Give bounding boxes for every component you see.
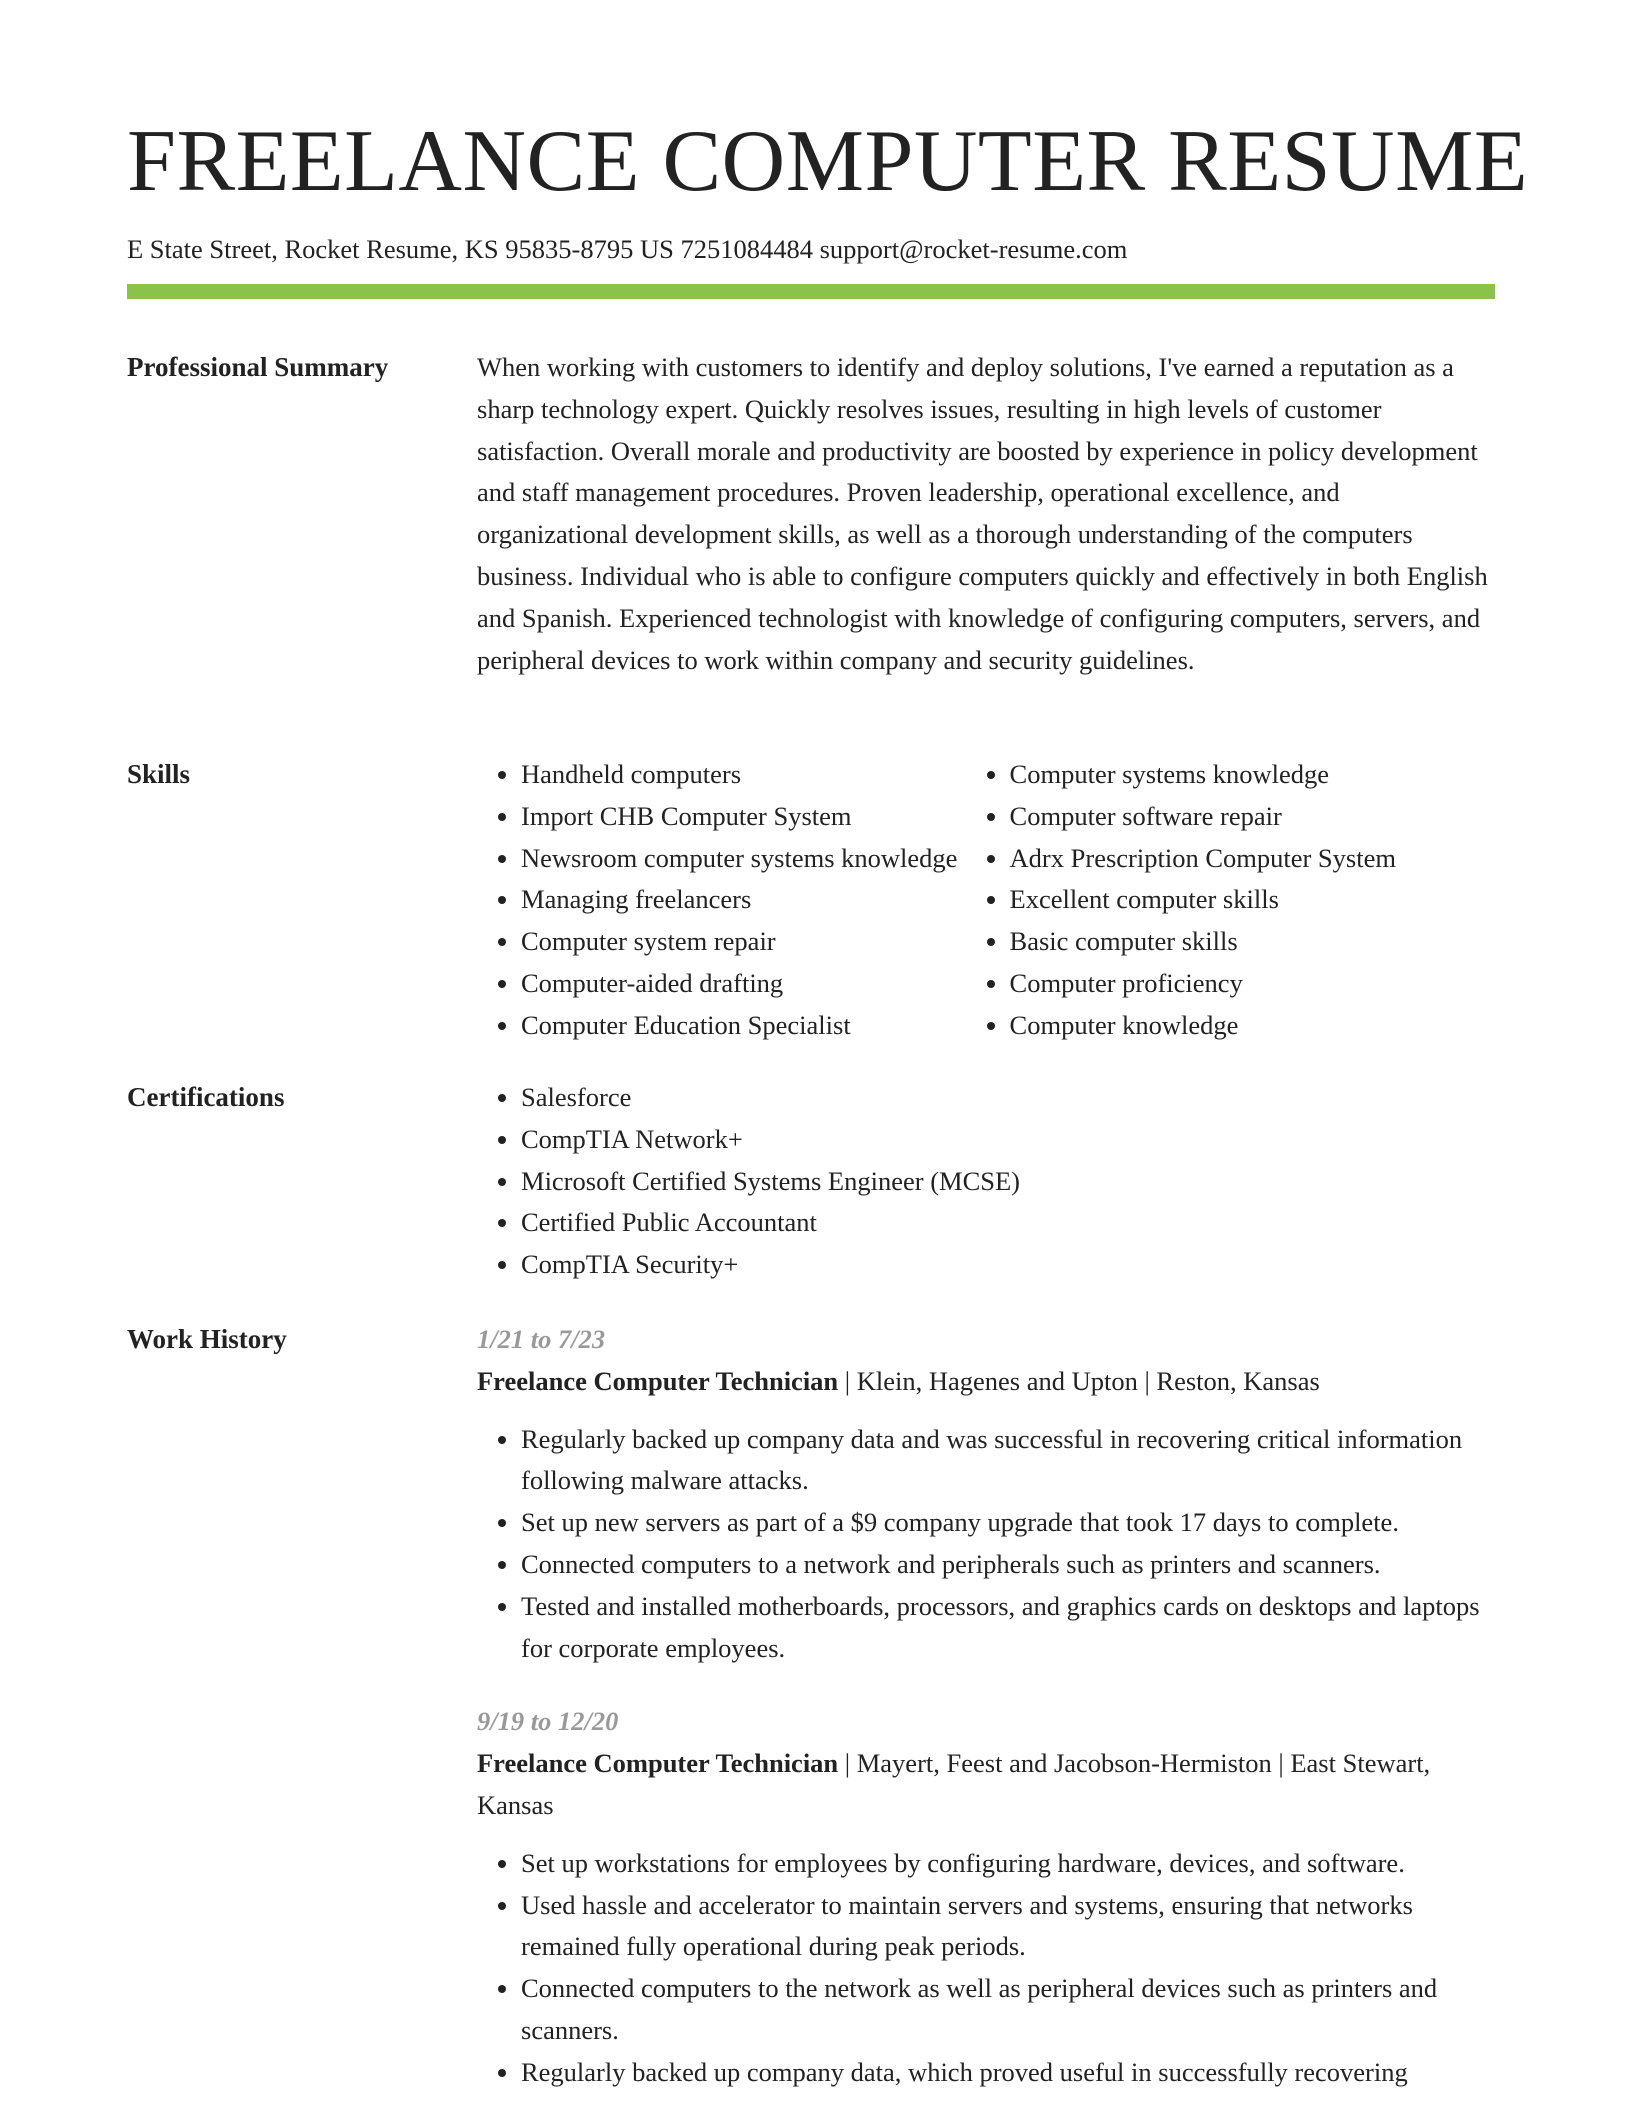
- certification-item: • Microsoft Certified Systems Engineer (MCSE): [521, 1161, 1497, 1203]
- certification-item: • Certified Public Accountant: [521, 1202, 1497, 1244]
- certification-item: • CompTIA Security+: [521, 1244, 1497, 1286]
- skills-list: [477, 754, 1497, 1047]
- accent-divider: [127, 284, 1495, 299]
- work-history-body: [477, 1319, 1497, 2126]
- contact-line: E State Street, Rocket Resume, KS 95835-8795 US 7251084484 support@rocket-resume.com: [127, 234, 1128, 264]
- job-duties-list: [477, 1843, 1497, 2094]
- skill-item: • Adrx Prescription Computer System: [1010, 838, 1497, 880]
- job-title: Freelance Computer Technician: [477, 1365, 839, 1396]
- certifications-heading: Certifications: [127, 1082, 285, 1112]
- certifications-body: [477, 1077, 1497, 1286]
- job-title: Freelance Computer Technician: [477, 1748, 839, 1779]
- skill-item: • Basic computer skills: [1010, 921, 1497, 963]
- job-duties-list: [477, 1419, 1497, 1670]
- resume-name: FREELANCE COMPUTER RESUME: [127, 113, 1529, 210]
- job-entry: [477, 1701, 1497, 2093]
- skills-column-right: [966, 754, 1497, 1047]
- job-duty: • Set up new servers as part of a $9 company upgrade that took 17 days to complete.: [521, 1502, 1497, 1544]
- summary-text: When working with customers to identify and deploy solutions, I've earned a reputation as a sharp technology expert. Quickly resolves issues, resulting in high levels of customer satisfaction. Overall morale and productivity are boosted by experience in policy development and staff management procedures. Proven leadership, operational excellence, and organizational development skills, as well as a thorough understanding of the computers business. Individual who is able to configure computers quickly and effectively in both English and Spanish. Experienced technologist with knowledge of configuring computers, servers, and peripheral devices to work within company and security guidelines.: [477, 352, 1488, 675]
- skills-heading: Skills: [127, 759, 191, 789]
- certification-item: • CompTIA Network+: [521, 1119, 1497, 1161]
- skill-item: • Computer software repair: [1010, 796, 1497, 838]
- skill-item: • Computer-aided drafting: [521, 963, 966, 1005]
- job-duty: • Tested and installed motherboards, processors, and graphics cards on desktops and laptops for corporate employees.: [521, 1586, 1497, 1670]
- work-history-heading: Work History: [127, 1324, 287, 1354]
- summary-heading: Professional Summary: [127, 352, 389, 382]
- skill-item: • Computer systems knowledge: [1010, 754, 1497, 796]
- skill-item: • Import CHB Computer System: [521, 796, 966, 838]
- job-dates: 9/19 to 12/20: [477, 1706, 619, 1737]
- job-header: [477, 1743, 1497, 1827]
- job-header: [477, 1361, 1497, 1403]
- skill-item: • Computer Education Specialist: [521, 1005, 966, 1047]
- skill-item: • Managing freelancers: [521, 879, 966, 921]
- job-duty: • Set up workstations for employees by configuring hardware, devices, and software.: [521, 1843, 1497, 1885]
- skill-item: • Newsroom computer systems knowledge: [521, 838, 966, 880]
- certification-item: • Salesforce: [521, 1077, 1497, 1119]
- job-duty: • Connected computers to the network as well as peripheral devices such as printers and scanners.: [521, 1968, 1497, 2052]
- job-employer-location: | Mayert, Feest and Jacobson-Hermiston | East Stewart, Kansas: [477, 1748, 1431, 1820]
- job-entry: [477, 1319, 1497, 1669]
- certifications-list: [477, 1077, 1497, 1286]
- job-duty: • Connected computers to a network and peripherals such as printers and scanners.: [521, 1544, 1497, 1586]
- skills-column-left: [477, 754, 966, 1047]
- job-dates: 1/21 to 7/23: [477, 1324, 606, 1354]
- job-duty: • Regularly backed up company data and was successful in recovering critical information following malware attacks.: [521, 1419, 1497, 1503]
- skill-item: • Computer system repair: [521, 921, 966, 963]
- summary-body: [477, 347, 1497, 681]
- job-duty: • Regularly backed up company data, which proved useful in successfully recovering: [521, 2052, 1497, 2094]
- skill-item: • Computer knowledge: [1010, 1005, 1497, 1047]
- skill-item: • Computer proficiency: [1010, 963, 1497, 1005]
- job-employer-location: | Klein, Hagenes and Upton | Reston, Kansas: [838, 1365, 1320, 1396]
- skill-item: • Handheld computers: [521, 754, 966, 796]
- skill-item: • Excellent computer skills: [1010, 879, 1497, 921]
- job-duty: • Used hassle and accelerator to maintain servers and systems, ensuring that networks remained fully operational during peak periods.: [521, 1885, 1497, 1969]
